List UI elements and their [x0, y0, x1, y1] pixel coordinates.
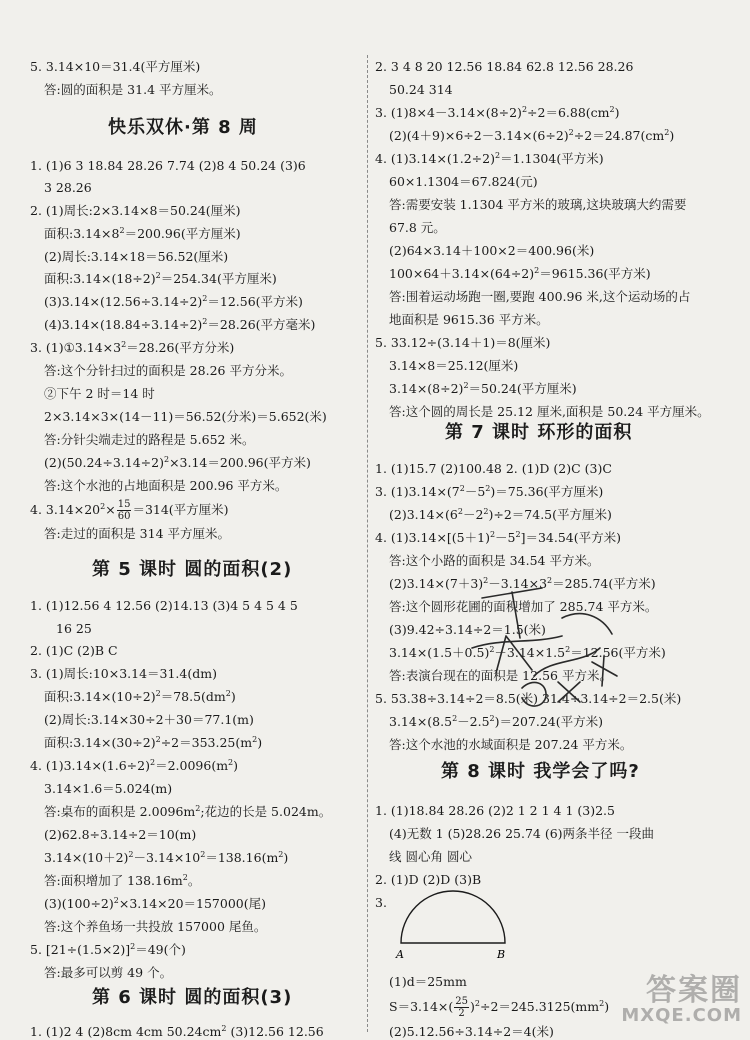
formula-part: 4. $3.14\times 20^2\times$ — [30, 502, 116, 517]
answer-line: 答:需要安装 1.1304 平方米的玻璃,这块玻璃大约需要 — [389, 197, 687, 212]
answer-line: 答:圆的面积是 31.4 平方厘米。 — [44, 82, 222, 97]
answer-line: ②下午 2 时＝14 时 — [44, 386, 155, 401]
formula-part: S＝3.14×( — [389, 999, 454, 1014]
answer-line: (2)5.12.56÷3.14÷2＝4(米) — [389, 1024, 554, 1039]
answer-line: (2)64×3.14＋100×2＝400.96(米) — [389, 243, 595, 258]
semicircle-arc — [401, 891, 505, 943]
answer-line: 1. (1)18.84 28.26 (2)2 1 2 1 4 1 (3)2.5 — [375, 803, 615, 818]
answer-line: 2×3.14×3×(14－11)＝56.52(分米)＝5.652(米) — [44, 409, 327, 424]
answer-line: $(3)3.14\times(12.56\div 3.14\div 2)^2=12.56$(平方米) — [44, 294, 303, 309]
fraction-denominator: 60 — [117, 511, 131, 522]
answer-line: 答:面积增加了 $138.16m^2$。 — [44, 873, 201, 888]
answer-line: 答:最多可以剪 49 个。 — [44, 965, 173, 980]
answer-line: 5. 53.38÷3.14÷2＝8.5(米) 31.4÷3.14÷2＝2.5(米) — [375, 691, 682, 706]
answer-line: 答:分针尖端走过的路程是 5.652 米。 — [44, 432, 255, 447]
answer-line-fraction — [30, 496, 229, 524]
answer-line: 面积$:3.14\times(10\div 2)^2=78.5(dm^2)$ — [44, 689, 236, 704]
answer-line: 2. (1)D (2)D (3)B — [375, 872, 482, 887]
answer-line: 面积$:3.14\times(30\div 2)^2\div 2=353.25(m^2)$ — [44, 735, 263, 750]
section-heading-lesson-8: 第 8 课时 我学会了吗? — [441, 761, 640, 782]
answer-line: $3.14\times(8\div 2)^2=50.24$(平方厘米) — [389, 381, 577, 396]
fraction — [454, 996, 469, 1019]
semicircle-svg — [393, 888, 513, 960]
answer-line: 16 25 — [56, 621, 92, 636]
answer-line: $(2)3.14\times(7+3)^2-3.14\times 3^2=285.74$(平方米) — [389, 576, 656, 591]
column-divider — [367, 55, 368, 1032]
watermark-line-2: MXQE.COM — [621, 1005, 742, 1026]
answer-line: 3.14×8＝25.12(厘米) — [389, 358, 519, 373]
answer-line: 60×1.1304＝67.824(元) — [389, 174, 538, 189]
fraction-numerator: 25 — [455, 996, 468, 1007]
answer-line: 5. 33.12÷(3.14＋1)＝8(厘米) — [375, 335, 551, 350]
answer-line: 2. (1)C (2)B C — [30, 643, 118, 658]
answer-line: (2)周长:3.14×30÷2＋30＝77.1(m) — [44, 712, 254, 727]
answer-line: 答:这个水池的占地面积是 200.96 平方米。 — [44, 478, 288, 493]
answer-line: 2. (1)周长:2×3.14×8＝50.24(厘米) — [30, 203, 241, 218]
right-column — [375, 0, 735, 1039]
answer-line: (4)无数 1 (5)28.26 25.74 (6)两条半径 一段曲 — [389, 826, 655, 841]
answer-line: 答:表演台现在的面积是 12.56 平方米。 — [389, 668, 612, 683]
answer-line: 答:这个圆形花圃的面积增加了 285.74 平方米。 — [389, 599, 658, 614]
answer-line: 答:围着运动场跑一圈,要跑 400.96 米,这个运动场的占 — [389, 289, 691, 304]
fraction-numerator: 15 — [117, 499, 131, 510]
answer-line: 答:这个圆的周长是 25.12 厘米,面积是 50.24 平方厘米。 — [389, 404, 710, 419]
point-a-label: A — [396, 948, 404, 960]
answer-line: 5. $[21\div(1.5\times 2)]^2=49$(个) — [30, 942, 186, 957]
fraction — [117, 499, 132, 522]
answer-line: 地面积是 9615.36 平方米。 — [389, 312, 549, 327]
answer-line: 67.8 元。 — [389, 220, 446, 235]
answer-line: 1. (1)12.56 4 12.56 (2)14.13 (3)4 5 4 5 4 5 — [30, 598, 298, 613]
answer-line: $(2)3.14\times(6^2-2^2)\div 2=74.5$(平方厘米) — [389, 507, 612, 522]
answer-line: 3. $(1)①3.14\times 3^2=28.26$(平方分米) — [30, 340, 235, 355]
answer-line: 3. $(1)8\times 4-3.14\times(8\div 2)^2\div 2=6.88(cm^2)$ — [375, 105, 620, 120]
answer-line: 50.24 314 — [389, 82, 453, 97]
fraction-denominator: 2 — [458, 1008, 465, 1019]
answer-line: 1. (1)2 4 (2)8cm 4cm $50.24cm^2$ (3)12.56 12.56 — [30, 1024, 324, 1039]
answer-line: 5. 3.14×10＝31.4(平方厘米) — [30, 59, 201, 74]
answer-line: 3. $(1)3.14\times(7^2-5^2)=75.36$(平方厘米) — [375, 484, 604, 499]
formula-part: )$^2\div 2=245.3125(mm^2)$ — [469, 999, 610, 1014]
answer-line: 1. (1)15.7 (2)100.48 2. (1)D (2)C (3)C — [375, 461, 612, 476]
answer-line: 答:桌布的面积是 $2.0096m^2$;花边的长是 5.024m。 — [44, 804, 332, 819]
answer-line: $(2)(50.24\div 3.14\div 2)^2\times 3.14=200.96$(平方米) — [44, 455, 311, 470]
answer-line: 答:这个分针扫过的面积是 28.26 平方分米。 — [44, 363, 292, 378]
watermark-line-1: 答案圈 — [646, 973, 742, 1008]
answer-line: 答:这个小路的面积是 34.54 平方米。 — [389, 553, 600, 568]
answer-line: $100\times 64+3.14\times(64\div 2)^2=9615.36$(平方米) — [389, 266, 651, 281]
answer-line: (2)周长:3.14×18＝56.52(厘米) — [44, 249, 229, 264]
answer-line: (1)d＝25mm — [389, 974, 467, 989]
answer-line: 面积$:3.14\times 8^2=200.96$(平方厘米) — [44, 226, 241, 241]
answer-line: (2)62.8÷3.14÷2＝10(m) — [44, 827, 197, 842]
answer-line: 2. 3 4 8 20 12.56 18.84 62.8 12.56 28.26 — [375, 59, 634, 74]
answer-line: $(4)3.14\times(18.84\div 3.14\div 2)^2=28.26$(平方毫米) — [44, 317, 316, 332]
formula-part: ＝314(平方厘米) — [132, 502, 229, 517]
answer-line: 4. $(1)3.14\times(1.6\div 2)^2=2.0096(m^2)$ — [30, 758, 239, 773]
answer-line: 1. (1)6 3 18.84 28.26 7.74 (2)8 4 50.24 (3)6 — [30, 158, 306, 173]
point-b-label: B — [497, 948, 506, 960]
section-heading-lesson-6: 第 6 课时 圆的面积(3) — [92, 987, 293, 1008]
section-heading-lesson-5: 第 5 课时 圆的面积(2) — [92, 559, 293, 580]
answer-line: 3.14×1.6＝5.024(m) — [44, 781, 173, 796]
section-heading-lesson-7: 第 7 课时 环形的面积 — [445, 422, 633, 443]
left-column — [0, 0, 360, 1039]
section-heading-week-8: 快乐双休·第 8 周 — [108, 117, 258, 138]
answer-line: 4. $(1)3.14\times(1.2\div 2)^2=1.1304$(平方米) — [375, 151, 604, 166]
answer-line: $(3)(100\div 2)^2\times 3.14\times 20=157000$(尾) — [44, 896, 266, 911]
answer-line: $(2)(4+9)\times 6\div 2-3.14\times(6\div 2)^2\div 2=24.87(cm^2)$ — [389, 128, 675, 143]
answer-line: 3 28.26 — [44, 180, 92, 195]
answer-line: 答:这个养鱼场一共投放 157000 尾鱼。 — [44, 919, 267, 934]
answer-line: (3)9.42÷3.14÷2＝1.5(米) — [389, 622, 546, 637]
answer-line: $3.14\times(8.5^2-2.5^2)=207.24$(平方米) — [389, 714, 604, 729]
answer-line: 线 圆心角 圆心 — [389, 849, 472, 864]
answer-line: 答:这个水池的水域面积是 207.24 平方米。 — [389, 737, 633, 752]
answer-line: 4. $(1)3.14\times[(5+1)^2-5^2]=34.54$(平方米) — [375, 530, 622, 545]
answer-line: 答:走过的面积是 314 平方厘米。 — [44, 526, 231, 541]
answer-line-fraction — [389, 992, 609, 1022]
watermark-logo — [621, 965, 742, 1026]
answer-line: $3.14\times(1.5+0.5)^2-3.14\times 1.5^2=12.56$(平方米) — [389, 645, 666, 660]
answer-line: 3. (1)周长:10×3.14＝31.4(dm) — [30, 666, 217, 681]
answer-line: $3.14\times(10+2)^2-3.14\times 10^2=138.16(m^2)$ — [44, 850, 289, 865]
semicircle-figure — [393, 888, 513, 964]
answer-line: 3. — [375, 895, 387, 910]
answer-line: 面积$:3.14\times(18\div 2)^2=254.34$(平方厘米) — [44, 271, 277, 286]
